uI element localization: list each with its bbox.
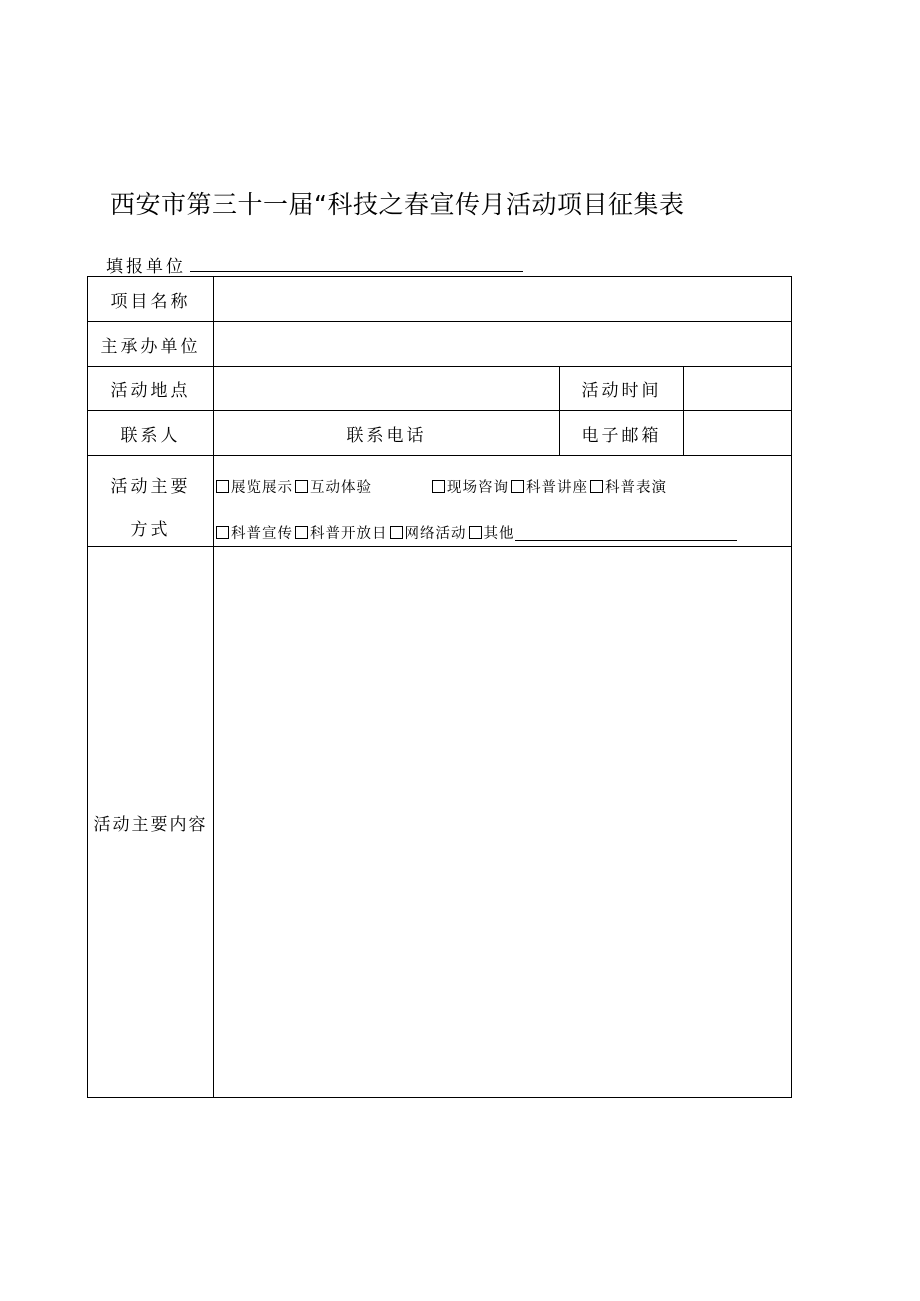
field-time[interactable] <box>684 367 792 411</box>
option-interactive[interactable]: 互动体验 <box>293 476 372 497</box>
field-project-name[interactable] <box>214 277 792 322</box>
label-main-content: 活动主要内容 <box>88 547 214 1098</box>
row-contact <box>88 411 792 456</box>
label-location: 活动地点 <box>88 367 214 411</box>
field-location[interactable] <box>214 367 560 411</box>
filler-label: 填报单位 <box>106 257 186 277</box>
checkbox-icon[interactable] <box>295 480 308 493</box>
option-other[interactable]: 其他 <box>467 522 515 543</box>
collection-form-table <box>87 276 792 1098</box>
checkbox-icon[interactable] <box>216 480 229 493</box>
label-time: 活动时间 <box>560 367 684 411</box>
checkbox-icon[interactable] <box>432 480 445 493</box>
row-organizer <box>88 322 792 367</box>
method-options-row2 <box>214 502 791 546</box>
label-contact-phone: 联系电话 <box>214 411 560 456</box>
option-consulting[interactable]: 现场咨询 <box>430 476 509 497</box>
field-organizer[interactable] <box>214 322 792 367</box>
method-options <box>214 456 792 547</box>
checkbox-icon[interactable] <box>295 526 308 539</box>
option-promotion[interactable]: 科普宣传 <box>214 522 293 543</box>
row-main-content <box>88 547 792 1098</box>
label-email: 电子邮箱 <box>560 411 684 456</box>
row-project-name <box>88 277 792 322</box>
filler-unit-input-line[interactable] <box>190 271 523 272</box>
option-exhibition[interactable]: 展览展示 <box>214 476 293 497</box>
checkbox-icon[interactable] <box>216 526 229 539</box>
form-title: 西安市第三十一届“科技之春宣传月活动项目征集表 <box>110 190 685 219</box>
field-email[interactable] <box>684 411 792 456</box>
label-main-method-line2: 方式 <box>130 520 171 540</box>
option-open-day[interactable]: 科普开放日 <box>293 522 388 543</box>
method-options-row1 <box>214 456 791 502</box>
other-input-line[interactable] <box>515 540 737 541</box>
option-performance[interactable]: 科普表演 <box>588 476 667 497</box>
field-main-content[interactable] <box>214 547 792 1098</box>
label-contact-person: 联系人 <box>88 411 214 456</box>
label-main-method-line1: 活动主要 <box>110 477 191 497</box>
checkbox-icon[interactable] <box>590 480 603 493</box>
checkbox-icon[interactable] <box>469 526 482 539</box>
label-project-name: 项目名称 <box>88 277 214 322</box>
row-location-time <box>88 367 792 411</box>
option-lecture[interactable]: 科普讲座 <box>509 476 588 497</box>
label-organizer: 主承办单位 <box>88 322 214 367</box>
checkbox-icon[interactable] <box>511 480 524 493</box>
option-online[interactable]: 网络活动 <box>388 522 467 543</box>
row-main-method <box>88 456 792 547</box>
checkbox-icon[interactable] <box>390 526 403 539</box>
label-main-method <box>88 456 214 547</box>
